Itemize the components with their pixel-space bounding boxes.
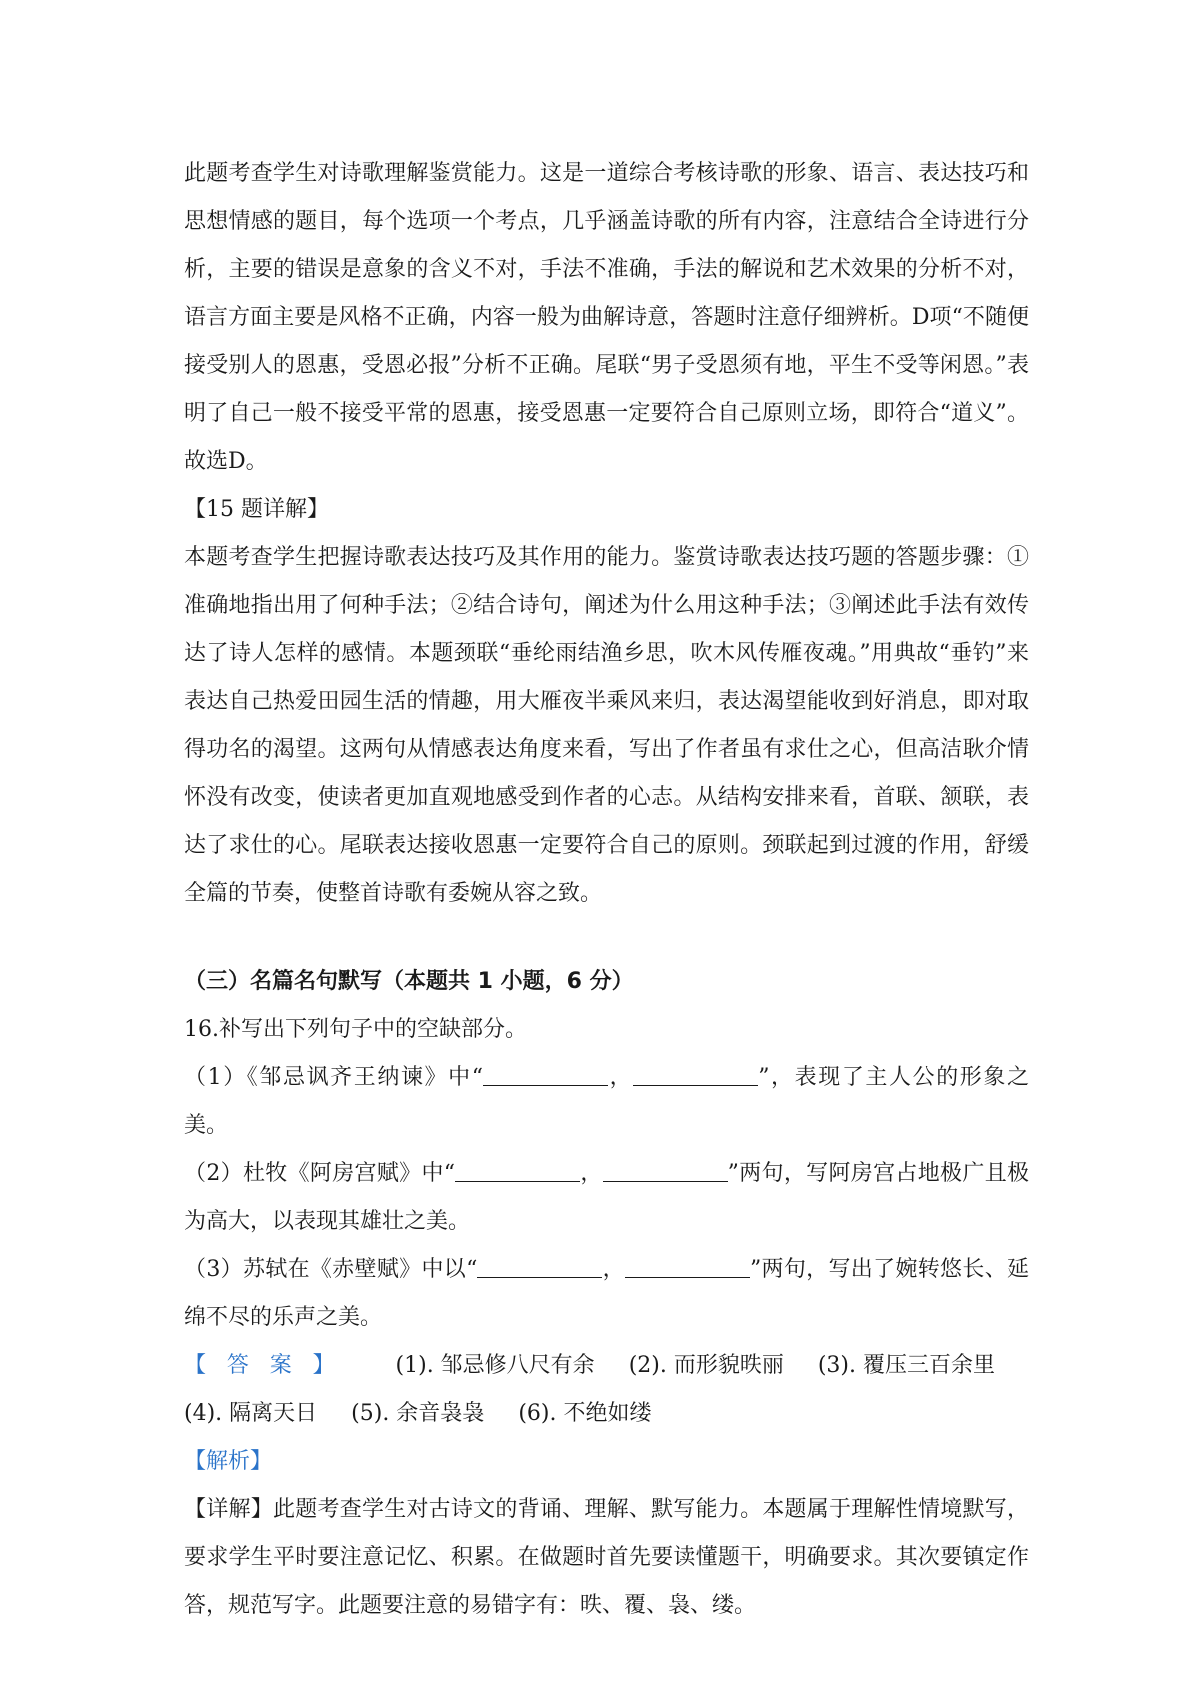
fill-item-prefix: （2）杜牧《阿房宫赋》中“ [184, 1161, 456, 1186]
fill-item-prefix: （1）《邹忌讽齐王纳谏》中“ [184, 1065, 483, 1090]
fill-item-3 [184, 1246, 1029, 1342]
q15-label: 【15 题详解】 [184, 497, 329, 522]
fill-item-1 [184, 1054, 1029, 1150]
fill-item-mid: ， [602, 1257, 625, 1282]
answer-item: (3). 覆压三百余里 [817, 1353, 995, 1378]
blank-line [625, 1255, 750, 1278]
blank-line [483, 1063, 608, 1086]
blank-line [633, 1063, 758, 1086]
answer-item: (1). 邹忌修八尺有余 [395, 1353, 595, 1378]
question-16: 16.补写出下列句子中的空缺部分。 [184, 1017, 527, 1042]
fill-item-mid: ， [608, 1065, 634, 1090]
fill-item-2 [184, 1150, 1029, 1246]
detail-text: 此题考查学生对古诗文的背诵、理解、默写能力。本题属于理解性情境默写，要求学生平时要注意记忆、积累。在做题时首先要读懂题干，明确要求。其次要镇定作答，规范写字。此题要注意的易错字有：昳、覆、袅、缕。 [184, 1497, 1029, 1618]
analysis-label: 【解析】 [184, 1449, 273, 1474]
fill-item-mid: ， [580, 1161, 603, 1186]
answer-item: (5). 余音袅袅 [351, 1401, 485, 1426]
answer-block [184, 1342, 1029, 1438]
q15-text: 本题考查学生把握诗歌表达技巧及其作用的能力。鉴赏诗歌表达技巧题的答题步骤：①准确地指出用了何种手法；②结合诗句，阐述为什么用这种手法；③阐述此手法有效传达了诗人怎样的感情。本题颈联“垂纶雨结渔乡思，吹木风传雁夜魂。”用典故“垂钓”来表达自己热爱田园生活的情趣，用大雁夜半乘风来归，表达渴望能收到好消息，即对取得功名的渴望。这两句从情感表达角度来看，写出了作者虽有求仕之心，但高洁耿介情怀没有改变，使读者更加直观地感受到作者的心志。从结构安排来看，首联、颔联，表达了求仕的心。尾联表达接收恩惠一定要符合自己的原则。颈联起到过渡的作用，舒缓全篇的节奏，使整首诗歌有委婉从容之致。 [184, 545, 1029, 906]
section-heading: （三）名篇名句默写（本题共 1 小题，6 分） [184, 969, 634, 994]
detail-text-block [184, 1486, 1029, 1630]
detail-label: 【详解】 [184, 1497, 273, 1522]
page-content [184, 150, 1029, 1630]
blank-line [455, 1159, 580, 1182]
answer-item: (6). 不绝如缕 [518, 1401, 652, 1426]
fill-item-suffix: ”两句，写出了婉转悠长、延绵不尽的乐声之美。 [184, 1257, 1030, 1330]
analysis-14-text: 此题考查学生对诗歌理解鉴赏能力。这是一道综合考核诗歌的形象、语言、表达技巧和思想情感的题目，每个选项一个考点，几乎涵盖诗歌的所有内容，注意结合全诗进行分析，主要的错误是意象的含义不对，手法不准确，手法的解说和艺术效果的分析不对，语言方面主要是风格不正确，内容一般为曲解诗意，答题时注意仔细辨析。D项“不随便接受别人的恩惠，受恩必报”分析不正确。尾联“男子受恩须有地，平生不受等闲恩。”表明了自己一般不接受平常的恩惠，接受恩惠一定要符合自己原则立场，即符合“道义”。故选D。 [184, 161, 1029, 474]
fill-item-suffix: ”两句，写阿房宫占地极广且极为高大，以表现其雄壮之美。 [184, 1161, 1030, 1234]
fill-item-prefix: （3）苏轼在《赤壁赋》中以“ [184, 1257, 478, 1282]
answer-label: 【答案】 [184, 1353, 356, 1378]
blank-line [603, 1159, 728, 1182]
blank-line [477, 1255, 602, 1278]
answer-item: (4). 隔离天日 [184, 1401, 318, 1426]
answer-item: (2). 而形貌昳丽 [628, 1353, 784, 1378]
fill-item-suffix: ”，表现了主人公的形象之美。 [184, 1065, 1030, 1138]
